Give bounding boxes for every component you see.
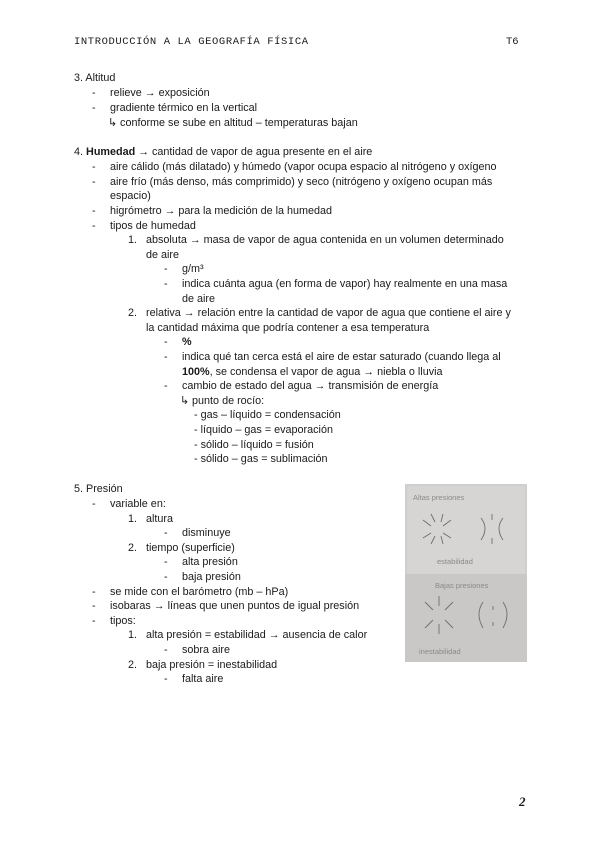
- state-change: - gas – líquido = condensación: [194, 409, 341, 421]
- running-header-title: INTRODUCCIÓN A LA GEOGRAFÍA FÍSICA: [74, 36, 309, 48]
- bullet-dash: -: [164, 644, 168, 656]
- list-item-continuation: de aire: [182, 293, 216, 305]
- divergence-arrows-sketch: [423, 514, 503, 544]
- pressure-sketch: [405, 484, 527, 662]
- list-item: absoluta → masa de vapor de agua contenida en un volumen determinado: [146, 234, 504, 246]
- low-pressure-label: inestabilidad: [419, 647, 461, 656]
- list-item: %: [182, 336, 192, 348]
- state-change: - líquido – gas = evaporación: [194, 424, 333, 436]
- list-item: alta presión = estabilidad → ausencia de calor: [146, 629, 368, 641]
- high-pressure-label: estabilidad: [437, 557, 473, 566]
- bullet-dash: -: [92, 600, 96, 612]
- bullet-dash: -: [92, 176, 96, 188]
- section-heading-presion: 5. Presión: [74, 483, 123, 495]
- bullet-dash: -: [92, 87, 96, 99]
- bullet-dash: -: [92, 586, 96, 598]
- list-item: se mide con el barómetro (mb – hPa): [110, 586, 289, 598]
- list-number: 1.: [128, 234, 138, 246]
- bullet-dash: -: [92, 102, 96, 114]
- sub-note: ↳ punto de rocío:: [180, 395, 265, 407]
- bullet-dash: -: [92, 498, 96, 510]
- bullet-dash: -: [164, 571, 168, 583]
- state-change: - sólido – líquido = fusión: [194, 439, 314, 451]
- list-item: aire frío (más denso, más comprimido) y seco (nitrógeno y oxígeno ocupan más: [110, 176, 493, 188]
- definition: → cantidad de vapor de agua presente en el aire: [135, 146, 373, 158]
- list-number: 1.: [128, 513, 138, 525]
- list-item-continuation: la cantidad máxima que podría contener a esa temperatura: [146, 322, 430, 334]
- bullet-dash: -: [164, 263, 168, 275]
- section-heading-altitud: 3. Altitud: [74, 72, 116, 84]
- list-item: alta presión: [182, 556, 238, 568]
- bullet-dash: -: [92, 615, 96, 627]
- list-item: relieve → exposición: [110, 87, 210, 99]
- list-number: 2.: [128, 542, 138, 554]
- state-change: - sólido – gas = sublimación: [194, 453, 328, 465]
- list-item: isobaras → líneas que unen puntos de igual presión: [110, 600, 360, 612]
- text-run: , se condensa el vapor de agua → niebla o lluvia: [209, 366, 443, 378]
- section-number: 4.: [74, 146, 84, 158]
- list-item: relativa → relación entre la cantidad de vapor de agua que contiene el aire y: [146, 307, 511, 319]
- handwritten-diagram-photo: [405, 484, 527, 662]
- bullet-dash: -: [164, 278, 168, 290]
- low-pressure-caption: Bajas presiones: [435, 581, 489, 590]
- section-heading-humedad: [74, 145, 372, 160]
- list-item: disminuye: [182, 527, 231, 539]
- page-number: 2: [519, 794, 526, 809]
- list-item: indica qué tan cerca está el aire de estar saturado (cuando llega al: [182, 351, 501, 363]
- bullet-dash: -: [164, 380, 168, 392]
- list-number: 1.: [128, 629, 138, 641]
- term-humedad: Humedad: [86, 146, 136, 158]
- list-item: baja presión: [182, 571, 241, 583]
- bullet-dash: -: [92, 161, 96, 173]
- list-item: tipos de humedad: [110, 220, 196, 232]
- bullet-dash: -: [92, 220, 96, 232]
- list-item: gradiente térmico en la vertical: [110, 102, 258, 114]
- list-item: higrómetro → para la medición de la humedad: [110, 205, 333, 217]
- sub-note: ↳ conforme se sube en altitud – temperaturas bajan: [108, 117, 358, 129]
- running-header-code: T6: [506, 36, 519, 48]
- bullet-dash: -: [164, 336, 168, 348]
- list-number: 2.: [128, 307, 138, 319]
- list-item: g/m³: [182, 263, 204, 275]
- list-item: variable en:: [110, 498, 166, 510]
- list-item-continuation: espacio): [110, 190, 151, 202]
- list-item: cambio de estado del agua → transmisión de energía: [182, 380, 439, 392]
- list-item: tiempo (superficie): [146, 542, 235, 554]
- list-item-continuation: [182, 365, 443, 380]
- convergence-arrows-sketch: [425, 596, 507, 634]
- list-item: altura: [146, 513, 174, 525]
- list-item: baja presión = inestabilidad: [146, 659, 278, 671]
- list-item: tipos:: [110, 615, 136, 627]
- list-item: indica cuánta agua (en forma de vapor) hay realmente en una masa: [182, 278, 508, 290]
- bullet-dash: -: [164, 673, 168, 685]
- bullet-dash: -: [92, 205, 96, 217]
- bullet-dash: -: [164, 527, 168, 539]
- high-pressure-caption: Altas presiones: [413, 493, 465, 502]
- list-item: aire cálido (más dilatado) y húmedo (vapor ocupa espacio al nitrógeno y oxígeno: [110, 161, 497, 173]
- list-item: falta aire: [182, 673, 224, 685]
- bullet-dash: -: [164, 556, 168, 568]
- list-item: sobra aire: [182, 644, 231, 656]
- list-number: 2.: [128, 659, 138, 671]
- bullet-dash: -: [164, 351, 168, 363]
- list-item-continuation: de aire: [146, 249, 180, 261]
- bold-value: 100%: [182, 366, 210, 378]
